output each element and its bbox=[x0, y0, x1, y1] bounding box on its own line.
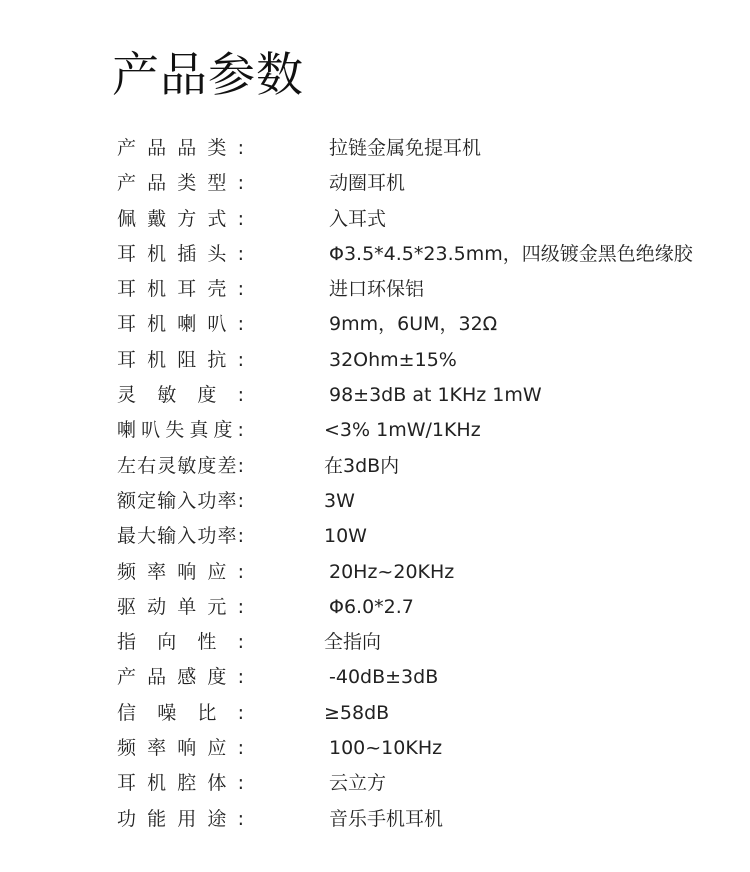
spec-label: 频 率 响 应 : bbox=[117, 560, 244, 583]
spec-label: 产 品 类 型 : bbox=[117, 172, 244, 195]
spec-value: 20Hz~20KHz bbox=[329, 560, 455, 583]
spec-label: 佩 戴 方 式 : bbox=[117, 207, 244, 230]
spec-label: 耳 机 腔 体 : bbox=[117, 772, 244, 795]
spec-label: 耳 机 耳 壳 : bbox=[117, 278, 244, 301]
spec-row bbox=[0, 342, 750, 377]
spec-value: 云立方 bbox=[329, 772, 387, 795]
spec-label: 耳 机 插 头 : bbox=[117, 242, 244, 265]
spec-value: Φ3.5*4.5*23.5mm，四级镀金黑色绝缘胶 bbox=[329, 242, 693, 265]
spec-row bbox=[0, 624, 750, 659]
spec-label: 最 大 输 入 功 率 : bbox=[117, 525, 244, 548]
spec-label: 频 率 响 应 : bbox=[117, 737, 244, 760]
spec-row bbox=[0, 201, 750, 236]
spec-value: 98±3dB at 1KHz 1mW bbox=[329, 384, 542, 407]
spec-label: 产 品 感 度 : bbox=[117, 666, 244, 689]
spec-row bbox=[0, 801, 750, 836]
spec-value: 在3dB内 bbox=[324, 454, 400, 477]
spec-label: 灵 敏 度 : bbox=[117, 384, 244, 407]
spec-value: 9mm，6UM，32Ω bbox=[329, 313, 498, 336]
spec-value: 全指向 bbox=[324, 631, 382, 654]
spec-value: 10W bbox=[324, 525, 367, 548]
spec-value: <3% 1mW/1KHz bbox=[324, 419, 481, 442]
spec-row bbox=[0, 518, 750, 553]
spec-row bbox=[0, 765, 750, 800]
spec-value: -40dB±3dB bbox=[329, 666, 439, 689]
spec-row bbox=[0, 165, 750, 200]
spec-value: 音乐手机耳机 bbox=[329, 807, 444, 830]
spec-value: 进口环保铝 bbox=[329, 278, 425, 301]
spec-label: 左 右 灵 敏 度 差 : bbox=[117, 454, 244, 477]
spec-value: 入耳式 bbox=[329, 207, 387, 230]
spec-row bbox=[0, 306, 750, 341]
spec-row bbox=[0, 130, 750, 165]
spec-value: 动圈耳机 bbox=[329, 172, 406, 195]
spec-label: 信 噪 比 : bbox=[117, 701, 244, 724]
spec-label: 指 向 性 : bbox=[117, 631, 244, 654]
spec-row bbox=[0, 730, 750, 765]
spec-value: Φ6.0*2.7 bbox=[329, 595, 414, 618]
spec-row bbox=[0, 554, 750, 589]
spec-label: 喇 叭 失 真 度 : bbox=[117, 419, 244, 442]
spec-label: 耳 机 喇 叭 : bbox=[117, 313, 244, 336]
spec-value: 拉链金属免提耳机 bbox=[329, 137, 482, 159]
spec-value: ≥58dB bbox=[324, 701, 390, 724]
spec-value: 100~10KHz bbox=[329, 737, 443, 760]
spec-row bbox=[0, 448, 750, 483]
spec-label: 功 能 用 途 : bbox=[117, 807, 244, 830]
spec-row bbox=[0, 589, 750, 624]
spec-value: 3W bbox=[324, 489, 355, 512]
spec-row bbox=[0, 412, 750, 447]
spec-label: 驱 动 单 元 : bbox=[117, 595, 244, 618]
spec-row bbox=[0, 236, 750, 271]
page-title: 产品参数 bbox=[112, 48, 304, 103]
spec-row bbox=[0, 695, 750, 730]
spec-row bbox=[0, 659, 750, 694]
spec-row bbox=[0, 377, 750, 412]
spec-label: 产 品 品 类 : bbox=[117, 137, 244, 159]
spec-row bbox=[0, 483, 750, 518]
spec-label: 耳 机 阻 抗 : bbox=[117, 348, 244, 371]
spec-row bbox=[0, 271, 750, 306]
spec-value: 32Ohm±15% bbox=[329, 348, 457, 371]
spec-list bbox=[0, 130, 750, 836]
spec-label: 额 定 输 入 功 率 : bbox=[117, 489, 244, 512]
